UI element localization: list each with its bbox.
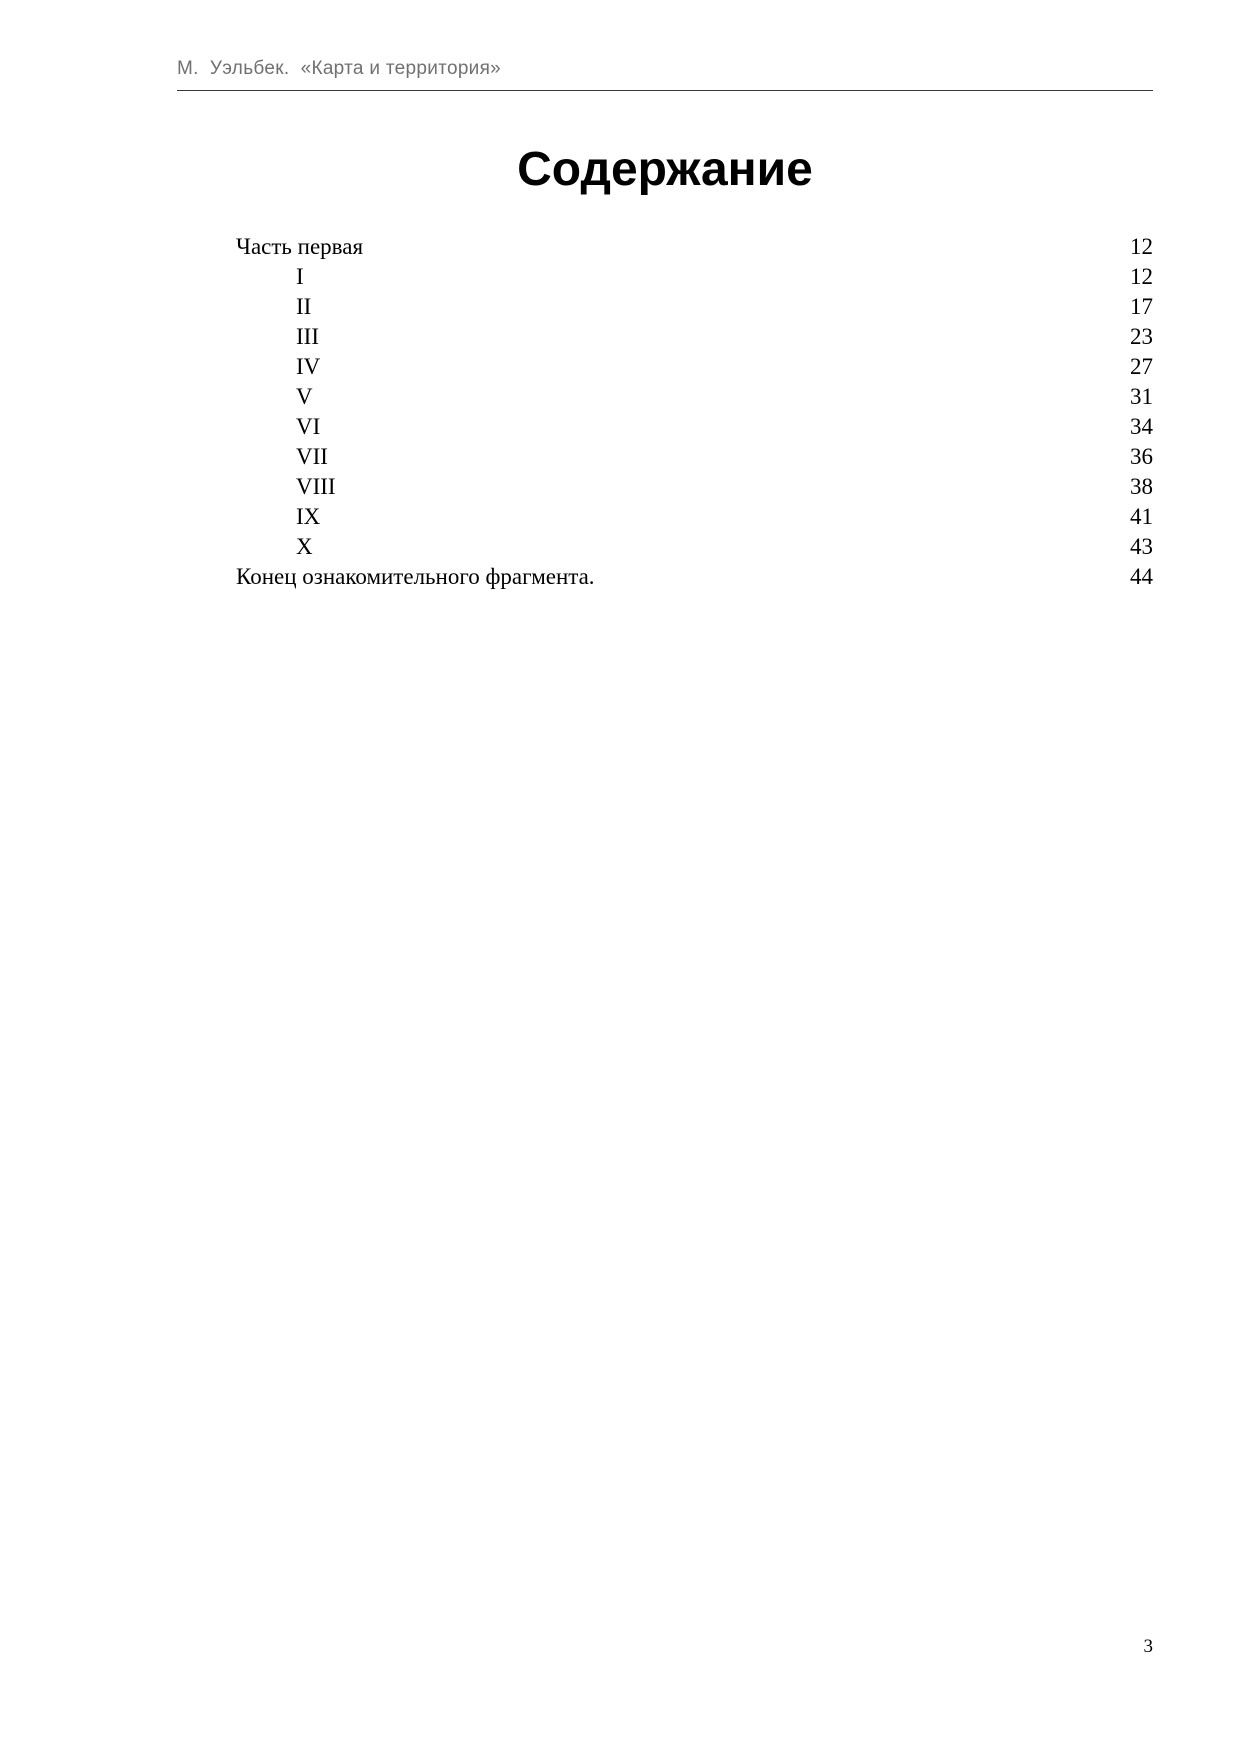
toc-entry-label: V [296,384,313,409]
toc-entry-label: III [296,324,319,349]
toc-entry-page: 43 [1130,534,1153,559]
toc-entry-label: Конец ознакомительного фрагмента. [236,564,595,589]
toc-entry-page: 44 [1130,564,1153,589]
toc-entry-label: VIII [296,474,336,499]
toc-entry[interactable] [236,502,1153,532]
toc-entry[interactable] [236,562,1153,592]
toc-entry[interactable] [236,352,1153,382]
table-of-contents [236,232,1153,592]
toc-entry-page: 17 [1130,294,1153,319]
toc-entry-page: 31 [1130,384,1153,409]
toc-entry[interactable] [236,262,1153,292]
toc-entry[interactable] [236,322,1153,352]
toc-entry-page: 41 [1130,504,1153,529]
toc-entry-page: 36 [1130,444,1153,469]
toc-entry-label: X [296,534,313,559]
toc-entry-label: I [296,264,304,289]
toc-title: Содержание [517,143,813,196]
toc-entry-page: 23 [1130,324,1153,349]
toc-entry-label: II [296,294,312,319]
toc-entry-label: IV [296,354,321,379]
toc-entry-page: 12 [1130,234,1153,259]
toc-entry[interactable] [236,472,1153,502]
toc-entry-label: Часть первая [236,234,364,259]
toc-entry[interactable] [236,412,1153,442]
toc-entry[interactable] [236,232,1153,262]
page-number: 3 [1143,1636,1153,1657]
toc-entry-label: VII [296,444,328,469]
toc-entry[interactable] [236,382,1153,412]
toc-entry-label: IX [296,504,321,529]
toc-entry-page: 27 [1130,354,1153,379]
toc-entry[interactable] [236,442,1153,472]
toc-entry[interactable] [236,292,1153,322]
toc-entry-page: 12 [1130,264,1153,289]
toc-entry-page: 38 [1130,474,1153,499]
toc-entry[interactable] [236,532,1153,562]
running-title: М. Уэльбек. «Карта и территория» [177,58,502,79]
page-header [177,56,1153,91]
toc-entry-label: VI [296,414,321,439]
toc-entry-page: 34 [1130,414,1153,439]
